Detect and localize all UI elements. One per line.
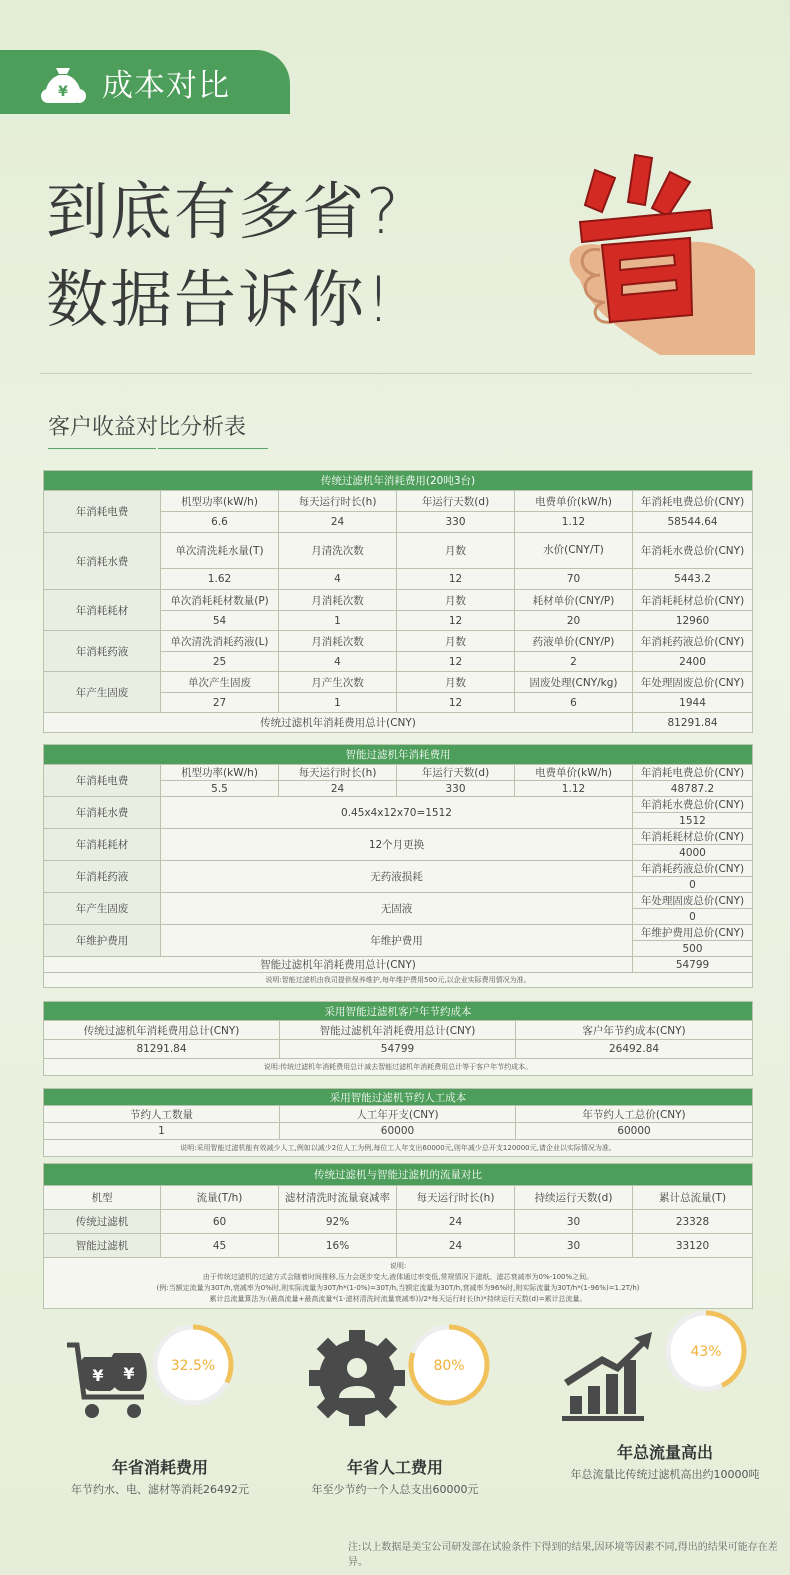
table-header: 传统过滤机年消耗费用(20吨3台) xyxy=(44,471,753,491)
col-header: 月消耗次数 xyxy=(279,631,397,652)
row-label: 年消耗耗材 xyxy=(44,590,161,631)
cell: 2 xyxy=(515,652,633,672)
col-header: 月数 xyxy=(397,533,515,569)
row-label: 年消耗水费 xyxy=(44,533,161,590)
cell: 12 xyxy=(397,611,515,631)
headline-line-2: 数据告诉你! xyxy=(46,263,393,336)
col-header: 年运行天数(d) xyxy=(397,491,515,512)
cell: 6 xyxy=(515,693,633,713)
col-header: 智能过滤机年消耗费用总计(CNY) xyxy=(280,1021,516,1040)
row-label: 年产生固废 xyxy=(44,672,161,713)
cell-desc: 12个月更换 xyxy=(161,829,633,861)
table-header: 采用智能过滤机节约人工成本 xyxy=(44,1089,753,1106)
col-header: 月数 xyxy=(397,631,515,652)
col-header: 人工年开支(CNY) xyxy=(280,1106,516,1123)
col-header: 每天运行时长(h) xyxy=(279,765,397,781)
note-line: 累计总流量算法为:(最高流量+最高流量*(1-滤材清洗时流量衰减率))/2*每天运行时长(h)*持续运行天数(d)=累计总流量。 xyxy=(209,1295,587,1303)
col-header: 年运行天数(d) xyxy=(397,765,515,781)
note-line: (例:当额定流量为30T/h,衰减率为0%时,则实际流量为30T/h*(1-0%)=30T/h,当额定流量为30T/h,衰减率为96%时,则实际流量为30T/h*(1-96%)=1.2T/h) xyxy=(156,1284,640,1292)
row-label: 智能过滤机 xyxy=(44,1234,161,1258)
cell: 6.6 xyxy=(161,512,279,533)
cell: 24 xyxy=(279,781,397,797)
col-header: 耗材单价(CNY/P) xyxy=(515,590,633,611)
cell: 54799 xyxy=(280,1040,516,1059)
col-header: 单次清洗消耗药液(L) xyxy=(161,631,279,652)
col-header: 单次产生固废 xyxy=(161,672,279,693)
row-label: 年维护费用 xyxy=(44,925,161,957)
table-header: 传统过滤机与智能过滤机的流量对比 xyxy=(44,1164,753,1186)
cell: 5443.2 xyxy=(633,569,753,590)
col-header: 年消耗药液总价(CNY) xyxy=(633,861,753,877)
col-header: 每天运行时长(h) xyxy=(279,491,397,512)
cell: 24 xyxy=(397,1234,515,1258)
stat-title: 年省消耗费用 xyxy=(111,1458,208,1477)
col-header: 年消耗水费总价(CNY) xyxy=(633,797,753,813)
cell: 60000 xyxy=(516,1123,753,1140)
col-header: 机型功率(kW/h) xyxy=(161,491,279,512)
cell: 500 xyxy=(633,941,753,957)
growth-chart-icon xyxy=(562,1330,662,1422)
cell: 4 xyxy=(279,569,397,590)
col-header: 滤材清洗时流量衰减率 xyxy=(279,1186,397,1210)
row-label: 年消耗药液 xyxy=(44,861,161,893)
traditional-cost-table xyxy=(43,470,752,733)
col-header: 年消耗耗材总价(CNY) xyxy=(633,829,753,845)
cell: 20 xyxy=(515,611,633,631)
cell: 60000 xyxy=(280,1123,516,1140)
total-value: 54799 xyxy=(633,957,753,973)
col-header: 月数 xyxy=(397,590,515,611)
cell: 330 xyxy=(397,512,515,533)
table-note: 说明:传统过滤机年消耗费用总计减去智能过滤机年消耗费用总计等于客户年节约成本。 xyxy=(44,1059,753,1076)
cell: 330 xyxy=(397,781,515,797)
svg-text:¥: ¥ xyxy=(58,84,68,100)
svg-text:¥: ¥ xyxy=(123,1364,135,1383)
flow-comparison-table xyxy=(43,1163,752,1309)
note-line: 由于传统过滤机的过滤方式会随着时间推移,压力会逐步变大,液体通过率变低,常规情况下滤纸、滤芯衰减率为0%-100%之间。 xyxy=(202,1273,594,1281)
col-header: 月产生次数 xyxy=(279,672,397,693)
cell: 1.12 xyxy=(515,512,633,533)
cell: 0 xyxy=(633,909,753,925)
stat-title: 年总流量高出 xyxy=(616,1443,713,1462)
col-header: 月清洗次数 xyxy=(279,533,397,569)
col-header: 机型功率(kW/h) xyxy=(161,765,279,781)
col-header: 单次清洗耗水量(T) xyxy=(161,533,279,569)
cell: 1 xyxy=(44,1123,280,1140)
cell: 1944 xyxy=(633,693,753,713)
cell: 48787.2 xyxy=(633,781,753,797)
smart-cost-table xyxy=(43,744,752,988)
headline-line-1: 到底有多省? xyxy=(46,175,401,248)
cell: 24 xyxy=(279,512,397,533)
gear-person-icon xyxy=(307,1328,407,1428)
cell: 24 xyxy=(397,1210,515,1234)
subtitle-underline xyxy=(48,448,156,449)
footer-note: 注:以上数据是美宝公司研发部在试验条件下得到的结果,因环境等因素不同,得出的结果可能存在差异。 xyxy=(348,1542,778,1568)
stat-title: 年省人工费用 xyxy=(346,1458,443,1477)
cell: 1.12 xyxy=(515,781,633,797)
ring-label: 32.5% xyxy=(170,1358,216,1374)
progress-ring-2 xyxy=(406,1322,492,1408)
ring-label: 43% xyxy=(690,1344,722,1360)
subtitle-underline-2 xyxy=(158,448,268,449)
row-label: 年消耗药液 xyxy=(44,631,161,672)
row-label: 年消耗电费 xyxy=(44,765,161,797)
col-header: 客户年节约成本(CNY) xyxy=(516,1021,753,1040)
cell: 4000 xyxy=(633,845,753,861)
progress-ring-3 xyxy=(663,1308,749,1394)
cell: 12 xyxy=(397,569,515,590)
cell: 4 xyxy=(279,652,397,672)
col-header: 年消耗耗材总价(CNY) xyxy=(633,590,753,611)
col-header: 年维护费用总价(CNY) xyxy=(633,925,753,941)
cell: 2400 xyxy=(633,652,753,672)
col-header: 年处理固废总价(CNY) xyxy=(633,893,753,909)
headline xyxy=(46,168,401,344)
col-header: 电费单价(kW/h) xyxy=(515,765,633,781)
col-header: 固废处理(CNY/kg) xyxy=(515,672,633,693)
col-header-line: 水价(CNY/T) xyxy=(543,544,604,556)
row-label: 年消耗水费 xyxy=(44,797,161,829)
col-header: 节约人工数量 xyxy=(44,1106,280,1123)
col-header: 年消耗电费总价(CNY) xyxy=(633,491,753,512)
stat-desc: 年至少节约一个人总支出60000元 xyxy=(311,1483,479,1496)
stat-block xyxy=(60,1455,260,1497)
cell: 33120 xyxy=(633,1234,753,1258)
cell: 1512 xyxy=(633,813,753,829)
col-header: 电费单价(kW/h) xyxy=(515,491,633,512)
cell: 54 xyxy=(161,611,279,631)
cell: 30 xyxy=(515,1210,633,1234)
col-header: 年处理固废总价(CNY) xyxy=(633,672,753,693)
cell: 16% xyxy=(279,1234,397,1258)
col-header: 机型 xyxy=(44,1186,161,1210)
table-note xyxy=(44,1258,753,1309)
cell: 27 xyxy=(161,693,279,713)
col-header: 流量(T/h) xyxy=(161,1186,279,1210)
total-value: 81291.84 xyxy=(633,713,753,733)
cell: 12960 xyxy=(633,611,753,631)
money-cart-icon xyxy=(62,1335,152,1425)
col-header: 年消耗电费总价(CNY) xyxy=(633,765,753,781)
cell: 70 xyxy=(515,569,633,590)
col-header: 单次消耗耗材数量(P) xyxy=(161,590,279,611)
col-header: 年消耗药液总价(CNY) xyxy=(633,631,753,652)
total-label: 传统过滤机年消耗费用总计(CNY) xyxy=(44,713,633,733)
cell: 12 xyxy=(397,693,515,713)
stat-desc: 年总流量比传统过滤机高出约10000吨 xyxy=(570,1468,760,1481)
row-label: 传统过滤机 xyxy=(44,1210,161,1234)
cell: 30 xyxy=(515,1234,633,1258)
cell: 12 xyxy=(397,652,515,672)
cell: 1 xyxy=(279,693,397,713)
cell-desc: 无药液损耗 xyxy=(161,861,633,893)
divider xyxy=(40,373,752,374)
total-label: 智能过滤机年消耗费用总计(CNY) xyxy=(44,957,633,973)
table-header: 智能过滤机年消耗费用 xyxy=(44,745,753,765)
table-section-title: 客户收益对比分析表 xyxy=(48,415,247,440)
cell: 92% xyxy=(279,1210,397,1234)
table-note: 说明:智能过滤机由我司提供保养维护,每年维护费用500元,以企业实际费用情况为准。 xyxy=(44,973,753,988)
table-note: 说明:采用智能过滤机能有效减少人工,例如以减少2位人工为例,每位工人年支出60000元,则年减少总开支120000元,请企业以实际情况为准。 xyxy=(44,1140,753,1157)
col-header: 年节约人工总价(CNY) xyxy=(516,1106,753,1123)
cell: 0 xyxy=(633,877,753,893)
stat-desc: 年节约水、电、滤材等消耗26492元 xyxy=(71,1483,249,1496)
labor-saving-table xyxy=(43,1088,752,1157)
cell-desc: 无固液 xyxy=(161,893,633,925)
cell: 23328 xyxy=(633,1210,753,1234)
stat-block xyxy=(295,1455,495,1497)
row-label: 年产生固废 xyxy=(44,893,161,925)
annual-saving-table xyxy=(43,1001,752,1076)
cell-desc: 年维护费用 xyxy=(161,925,633,957)
col-header: 持续运行天数(d) xyxy=(515,1186,633,1210)
cell: 1 xyxy=(279,611,397,631)
progress-ring-1 xyxy=(150,1322,236,1408)
cell: 5.5 xyxy=(161,781,279,797)
table-header: 采用智能过滤机客户年节约成本 xyxy=(44,1002,753,1021)
col-header: 累计总流量(T) xyxy=(633,1186,753,1210)
col-header: 每天运行时长(h) xyxy=(397,1186,515,1210)
cell: 25 xyxy=(161,652,279,672)
section-badge xyxy=(0,50,290,114)
col-header: 药液单价(CNY/P) xyxy=(515,631,633,652)
cell: 45 xyxy=(161,1234,279,1258)
hand-holding-sheng-image xyxy=(540,150,755,355)
svg-text:¥: ¥ xyxy=(92,1366,104,1385)
stat-block xyxy=(555,1440,775,1482)
col-header: 年消耗水费总价(CNY) xyxy=(633,533,753,569)
row-label: 年消耗耗材 xyxy=(44,829,161,861)
cell-desc: 0.45x4x12x70=1512 xyxy=(161,797,633,829)
ring-label: 80% xyxy=(433,1358,465,1374)
cell: 58544.64 xyxy=(633,512,753,533)
col-header: 传统过滤机年消耗费用总计(CNY) xyxy=(44,1021,280,1040)
cell: 81291.84 xyxy=(44,1040,280,1059)
cell: 1.62 xyxy=(161,569,279,590)
money-bag-icon xyxy=(38,60,88,104)
col-header: 月数 xyxy=(397,672,515,693)
cell: 60 xyxy=(161,1210,279,1234)
cell: 26492.84 xyxy=(516,1040,753,1059)
col-header: 月消耗次数 xyxy=(279,590,397,611)
col-header xyxy=(515,533,633,569)
note-line: 说明: xyxy=(389,1262,407,1270)
row-label: 年消耗电费 xyxy=(44,491,161,533)
section-title: 成本对比 xyxy=(102,67,230,104)
